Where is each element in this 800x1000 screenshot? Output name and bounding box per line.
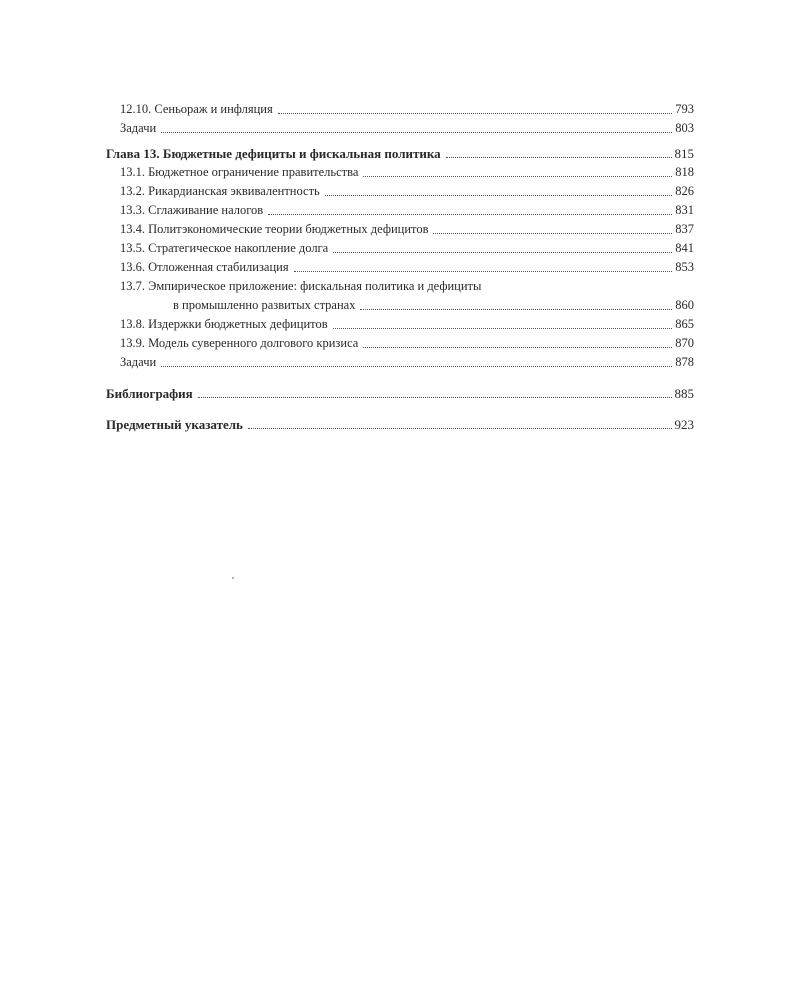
toc-page-number: 853	[675, 260, 694, 274]
toc-page-number: 878	[675, 355, 694, 369]
dot-leader	[325, 195, 673, 196]
dot-leader	[294, 271, 673, 272]
toc-entry-multiline-label	[120, 277, 694, 315]
dot-leader	[363, 176, 672, 177]
toc-page-number: 831	[675, 203, 694, 217]
toc-page-number: 818	[675, 165, 694, 179]
toc-entry-label: 13.9. Модель суверенного долгового кризиса	[120, 336, 359, 350]
toc-entry-label: 13.2. Рикардианская эквивалентность	[120, 184, 320, 198]
toc-entry-13-3[interactable]	[106, 201, 694, 220]
toc-entry-label: Задачи	[120, 121, 157, 135]
toc-page-number: 860	[675, 298, 694, 312]
dot-leader	[433, 233, 672, 234]
toc-entry-label: 13.4. Политэкономические теории бюджетных дефицитов	[120, 222, 429, 236]
toc-page-number: 865	[675, 317, 694, 331]
toc-page-number: 923	[674, 417, 694, 432]
toc-chapter-13[interactable]	[106, 144, 694, 163]
toc-entry-13-2[interactable]	[106, 182, 694, 201]
dot-leader	[278, 113, 673, 114]
toc-bibliography[interactable]	[106, 384, 694, 403]
toc-page-number: 826	[675, 184, 694, 198]
toc-entry-13-4[interactable]	[106, 220, 694, 239]
toc-entry-label: 13.1. Бюджетное ограничение правительства	[120, 165, 359, 179]
dot-leader	[268, 214, 672, 215]
toc-entry-13-5[interactable]	[106, 239, 694, 258]
toc-entry-13-1[interactable]	[106, 163, 694, 182]
dot-leader	[446, 157, 672, 158]
toc-entry-label: 13.5. Стратегическое накопление долга	[120, 241, 329, 255]
dot-leader	[363, 347, 672, 348]
toc-subject-index[interactable]	[106, 415, 694, 434]
toc-entry-13-6[interactable]	[106, 258, 694, 277]
scan-speck	[232, 577, 234, 579]
toc-page-number: 885	[674, 386, 694, 401]
toc-page-number: 815	[674, 146, 694, 161]
toc-entry-problems-12[interactable]	[106, 119, 694, 138]
chapter-title: Глава 13. Бюджетные дефициты и фискальная политика	[106, 146, 441, 161]
toc-page-number: 803	[675, 121, 694, 135]
toc-entry-label: 13.6. Отложенная стабилизация	[120, 260, 289, 274]
dot-leader	[248, 428, 672, 429]
toc-entry-problems-13[interactable]	[106, 353, 694, 372]
toc-entry-label: 13.3. Сглаживание налогов	[120, 203, 264, 217]
toc-entry-line2-row	[120, 296, 694, 315]
toc-entry-label-line1: 13.7. Эмпирическое приложение: фискальная политика и дефициты	[120, 279, 482, 293]
dot-leader	[198, 397, 672, 398]
dot-leader	[360, 309, 672, 310]
toc-page-number: 793	[675, 102, 694, 116]
dot-leader	[161, 366, 672, 367]
toc-entry-label-line2: в промышленно развитых странах	[173, 298, 356, 312]
dot-leader	[333, 328, 673, 329]
toc-page-number: 870	[675, 336, 694, 350]
toc-entry-label: 12.10. Сеньораж и инфляция	[120, 102, 273, 116]
bibliography-title: Библиография	[106, 386, 193, 401]
toc-page-number: 837	[675, 222, 694, 236]
dot-leader	[333, 252, 672, 253]
toc-entry-12-10[interactable]	[106, 100, 694, 119]
toc-entry-13-7[interactable]	[106, 277, 694, 315]
toc-entry-13-8[interactable]	[106, 315, 694, 334]
subject-index-title: Предметный указатель	[106, 417, 243, 432]
toc-entry-label: 13.8. Издержки бюджетных дефицитов	[120, 317, 328, 331]
toc-entry-13-9[interactable]	[106, 334, 694, 353]
dot-leader	[161, 132, 672, 133]
toc-page-number: 841	[675, 241, 694, 255]
table-of-contents	[106, 100, 694, 434]
toc-entry-label: Задачи	[120, 355, 157, 369]
